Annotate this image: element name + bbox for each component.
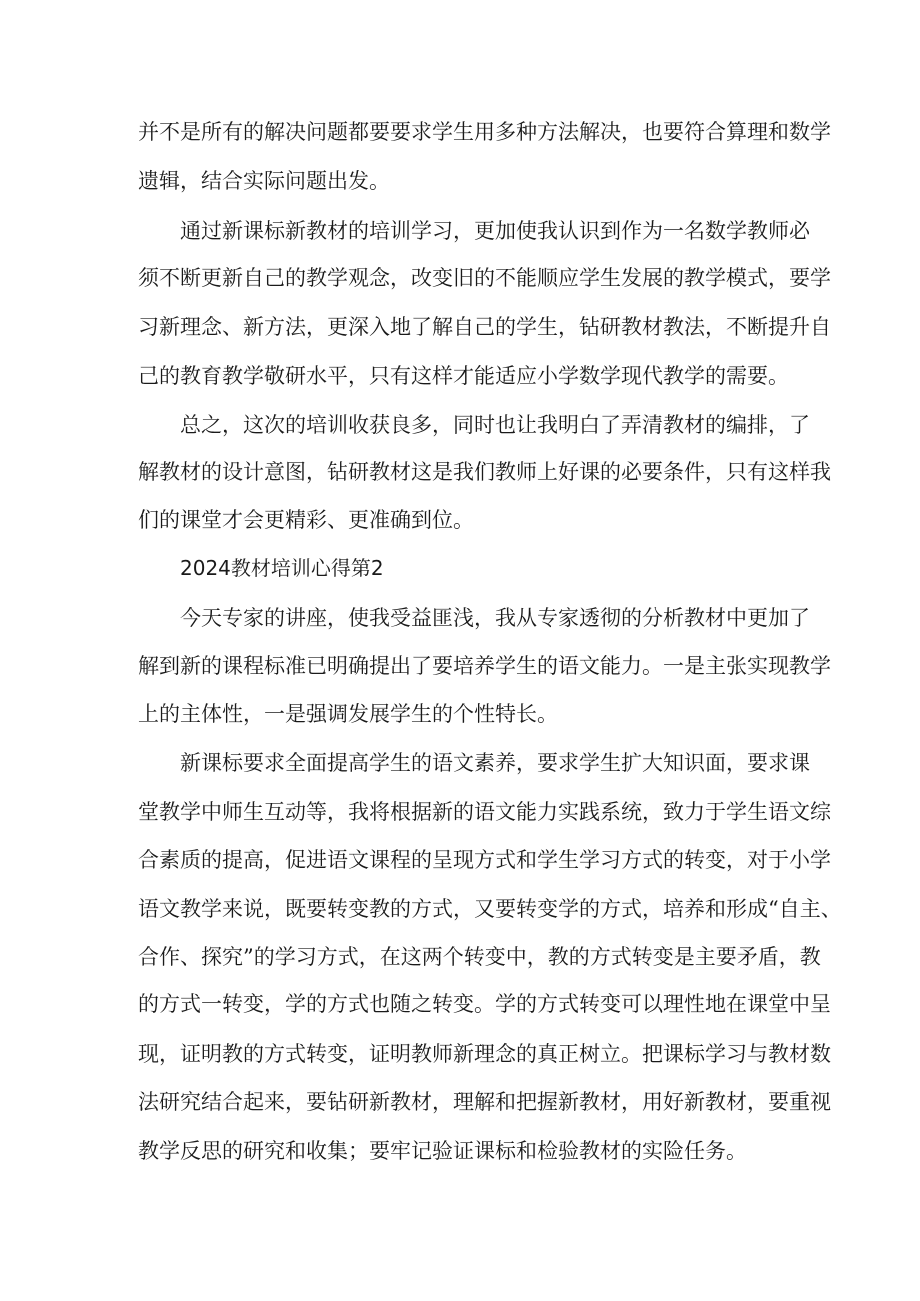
paragraph-line: 们的课堂才会更精彩、更准确到位。: [138, 508, 474, 532]
paragraph-line: 上的主体性，一是强调发展学生的个性特长。: [138, 702, 558, 726]
paragraph-line: 的方式一转变，学的方式也随之转变。学的方式转变可以理性地在课堂中呈: [138, 992, 831, 1016]
paragraph-line: 总之，这次的培训收获良多，同时也让我明白了弄清教材的编排，了: [180, 413, 810, 437]
paragraph-line: 教学反思的研究和收集；要牢记验证课标和检验教材的实险任务。: [138, 1139, 747, 1163]
paragraph-line: 合素质的提高，促进语文课程的呈现方式和学生学习方式的转变，对于小学: [138, 848, 831, 872]
section-heading: 2024教材培训心得第2: [180, 556, 384, 580]
paragraph-line: 现，证明教的方式转变，证明教师新理念的真正树立。把课标学习与教材数: [138, 1042, 831, 1066]
paragraph-line: 解教材的设计意图，钻研教材这是我们教师上好课的必要条件，只有这样我: [138, 460, 831, 484]
paragraph-line: 遗辑，结合实际问题出发。: [138, 169, 390, 193]
paragraph-line: 己的教育教学敬研水平，只有这样才能适应小学数学现代教学的需要。: [138, 364, 789, 388]
paragraph-line: 堂教学中师生互动等，我将根据新的语文能力实践系统，致力于学生语文综: [138, 800, 831, 824]
paragraph-line: 法研究结合起来，要钻研新教材，理解和把握新教材，用好新教材，要重视: [138, 1090, 831, 1114]
paragraph-line: 通过新课标新教材的培训学习，更加使我认识到作为一名数学教师必: [180, 219, 810, 243]
paragraph-line: 语文教学来说，既要转变教的方式，又要转变学的方式，培养和形成“自主、: [138, 897, 842, 921]
paragraph-line: 解到新的课程标准已明确提出了要培养学生的语文能力。一是主张实现教学: [138, 654, 831, 678]
paragraph-line: 并不是所有的解决问题都要要求学生用多种方法解决，也要符合算理和数学: [138, 120, 831, 144]
paragraph-line: 习新理念、新方法，更深入地了解自己的学生，钻研教材教法，不断提升自: [138, 315, 831, 339]
paragraph-line: 须不断更新自己的教学观念，改变旧的不能顺应学生发展的教学模式，要学: [138, 266, 831, 290]
paragraph-line: 新课标要求全面提高学生的语文素养，要求学生扩大知识面，要求课: [180, 751, 810, 775]
paragraph-line: 合作、探究”的学习方式，在这两个转变中，教的方式转变是主要矛盾，教: [138, 945, 821, 969]
paragraph-line: 今天专家的讲座，使我受益匪浅，我从专家透彻的分析教材中更加了: [180, 606, 810, 630]
